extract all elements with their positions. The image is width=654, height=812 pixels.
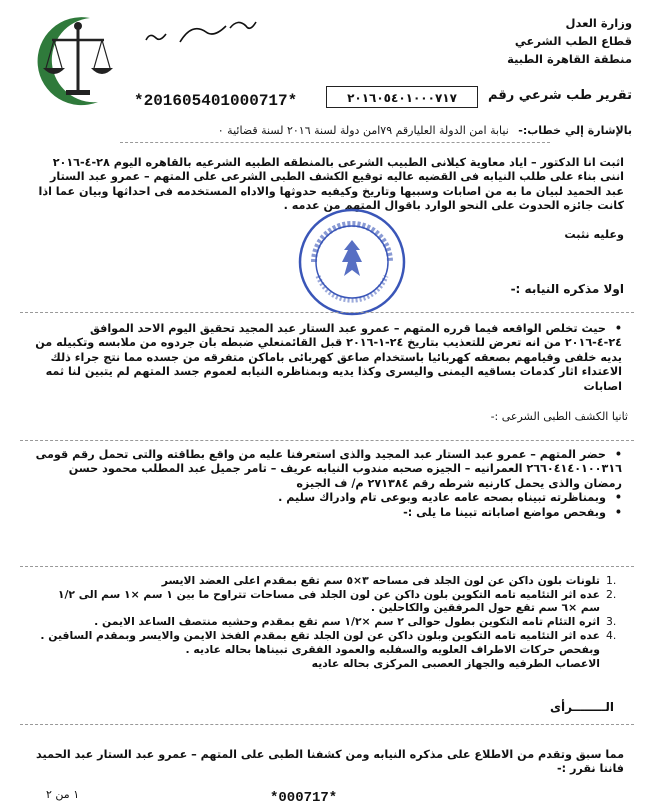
finding-item: 2. عده اثر التئاميه تامه التكوين بلون داكن عن لون الجلد فى مساحات تتراوح ما بين ١ سم ×١ سم الى ١/٢ سم ×٦ سم تقع حول المرفقين والكاحلين . — [57, 588, 617, 614]
report-label: تقرير طب شرعي رقم — [488, 88, 632, 103]
report-number: ٢٠١٦٠٥٤٠١٠٠٠٧١٧ — [347, 91, 457, 105]
section2-bullet: • وبفحص مواضع اصاباته تبينا ما يلى :- — [34, 506, 622, 520]
ministry-logo — [28, 10, 124, 108]
and-proven-label: وعليه نثبت — [564, 228, 624, 241]
section1-text: حيث تخلص الواقعه فيما قرره المتهم – عمرو عبد الستار عبد المجيد تحقيق اليوم الاحد الموافق ٢٤-٤-٢٠١٦ من انه تعرض للتعذيب بتاريخ ٢٤-١-٢٠١٦ قبل القائمنعلي ضبطه بان جردوه من ملابسه وتكبيله من يديه خلفى وقيامهم بصعقه كهربائيا باستخدام صاعق كهربائى باماكن متفرقه من جسده مما نتج جراء ذلك الاعتداء اثار كدمات بساقيه اليمنى واليسرى وكذا يديه وبمناظره النيابه لعموم جسد المتهم لم يتبين لنا ثمه اصابات — [35, 322, 622, 393]
section1-divider — [20, 312, 634, 313]
section2-bullet: • حضر المتهم – عمرو عبد الستار عبد المجيد والذى استعرفنا عليه من واقع بطاقته والتى تحمل رقم قومى ٢٦٦٠٤١٤٠١٠٠٣١٦ العمرانيه – الجيزه صحبه مندوب النيابه عريف – تامر جميل عبد المطلب محمود حسن رمضان والذى يحمل كارنيه شرطه رقم ٢٧١٣٨٤ م/ ف الجيزه — [34, 448, 622, 491]
opinion-divider — [20, 724, 634, 725]
finding-item: وبفحص حركات الاطراف العلويه والسفليه والعمود الفقرى تبيناها بحاله عاديه . — [185, 643, 600, 656]
handwritten-note — [140, 12, 260, 52]
report-number-box — [326, 86, 478, 108]
report-barcode-text: *201605401000717* — [134, 92, 298, 110]
opinion-title: الــــــــرأى — [549, 700, 614, 714]
finding-item: 4. عده اثر التئاميه تامه التكوين وبلون داكن عن لون الجلد تقع بمقدم الفخذ الايمن والايسر وبمقدم الساقين . — [40, 629, 617, 642]
section2-bullets — [34, 448, 622, 520]
footer-barcode-text: *000717* — [270, 790, 338, 806]
conclusion-paragraph: مما سبق وتقدم من الاطلاع على مذكره النيابه ومن كشفنا الطبى على المتهم – عمرو عبد الستار عبد الحميد فاننا نقرر :- — [36, 748, 624, 776]
finding-item: 3. اثره التئام تامه التكوين بطول حوالى ٢ سم ×١/٢ سم تقع بمقدم وحشيه منتصف الساعد الايمن . — [94, 615, 617, 628]
sector-name: قطاع الطب الشرعي — [514, 34, 632, 48]
intro-paragraph: اثبت انا الدكتور – اياد معاوية كيلانى الطبيب الشرعى بالمنطقه الطبيه الشرعيه بالقاهره اليوم ٢٨-٤-٢٠١٦ اننى بناء على طلب النيابه فى القضيه عاليه توقيع الكشف الطبى الشرعى على المتهم – عمرو عبد الستار عبد الحميد لبيان ما به من اصابات وسببها وتاريخ وكيفيه حدوثها والاداه المستخدمه فى احداثها وبيان عما اذا كانت جائزه الحدوث على النحو الوارد باقوال المتهم من عدمه . — [38, 156, 624, 213]
finding-item: الاعصاب الطرفيه والجهاز العصبى المركزى بحاله عاديه — [311, 657, 600, 670]
section1-title: اولا مذكره النيابه :- — [510, 282, 624, 296]
reference-line — [32, 124, 632, 137]
finding-item: 1. تلونات بلون داكن عن لون الجلد فى مساحه ٣×٥ سم تقع بمقدم اعلى العضد الايسر — [161, 574, 617, 587]
header-block — [432, 14, 632, 68]
reference-underline — [120, 142, 550, 143]
section2-title: ثانيا الكشف الطبى الشرعى :- — [490, 410, 628, 423]
reference-text: نيابة امن الدولة العليارقم ٧٩امن دولة لسنة ٢٠١٦ لسنة قضائية ٠ — [217, 124, 509, 137]
findings-divider — [20, 566, 634, 567]
section2-bullet: • وبمناظرته تبيناه بصحه عامه عاديه وبوعى تام وادراك سليم . — [34, 491, 622, 505]
region-name: منطقة القاهرة الطبية — [507, 52, 632, 66]
findings-list — [40, 574, 620, 671]
scales-of-justice-icon — [28, 10, 124, 108]
ministry-name: وزارة العدل — [565, 16, 632, 30]
reference-label: بالإشارة إلي خطاب:- — [518, 124, 632, 137]
section1-paragraph — [34, 322, 622, 394]
section2-divider — [20, 440, 634, 441]
official-stamp — [296, 206, 408, 318]
page-marker: ١ من ٢ — [46, 788, 80, 801]
